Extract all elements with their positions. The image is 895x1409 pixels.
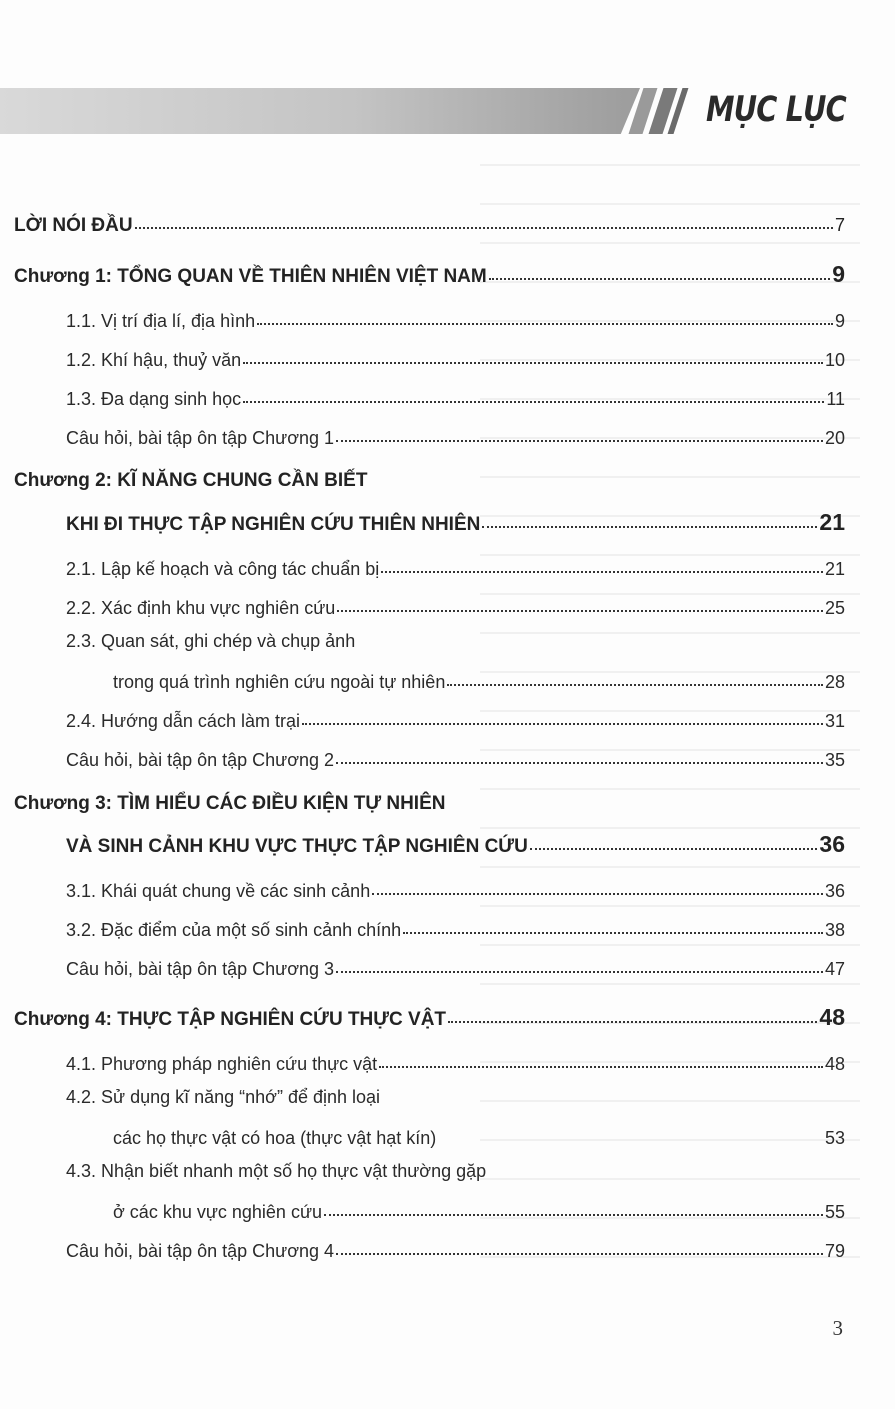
toc-entry-2-3-line1[interactable]: 2.3. Quan sát, ghi chép và chụp ảnh (66, 631, 356, 651)
toc-entry-label: 2.1. Lập kế hoạch và công tác chuẩn bị (66, 559, 380, 579)
toc-entry-page: 36 (819, 831, 845, 857)
dot-leader (135, 226, 833, 229)
dot-leader (337, 609, 823, 612)
dot-leader (447, 683, 823, 686)
toc-entry-2-4[interactable] (0, 702, 895, 732)
toc-entry-page: 20 (824, 428, 845, 448)
dot-leader (403, 931, 823, 934)
toc-entry-label: trong quá trình nghiên cứu ngoài tự nhiên (113, 672, 446, 692)
toc-entry-1-2[interactable] (0, 341, 895, 371)
dot-leader (336, 761, 823, 764)
toc-entry-chapter-4[interactable] (0, 1001, 895, 1031)
toc-entry-label: KHI ĐI THỰC TẬP NGHIÊN CỨU THIÊN NHIÊN (66, 514, 481, 535)
dot-leader (379, 1065, 823, 1068)
toc-chapter-3-line1[interactable]: Chương 3: TÌM HIỂU CÁC ĐIỀU KIỆN TỰ NHIÊN (14, 793, 446, 814)
dot-leader (243, 361, 823, 364)
toc-entry-label: các họ thực vật có hoa (thực vật hạt kín) (113, 1128, 437, 1148)
toc-entry-page: 31 (824, 711, 845, 731)
toc-entry-label: 1.1. Vị trí địa lí, địa hình (66, 311, 256, 331)
toc-entry-2-3[interactable] (0, 663, 895, 693)
page-title: MỤC LỤC (706, 90, 846, 130)
toc-entry-page: 36 (824, 881, 845, 901)
toc-entry-1-3[interactable] (0, 380, 895, 410)
toc-entry-label: 4.1. Phương pháp nghiên cứu thực vật (66, 1054, 378, 1074)
toc-entry-4-review[interactable] (0, 1232, 895, 1262)
toc-entry-page: 48 (819, 1004, 845, 1030)
toc-entry-label: Câu hỏi, bài tập ôn tập Chương 4 (66, 1241, 335, 1261)
toc-entry-label: Chương 1: TỔNG QUAN VỀ THIÊN NHIÊN VIỆT NAM (14, 266, 487, 287)
toc-chapter-2-line1[interactable]: Chương 2: KĨ NĂNG CHUNG CẦN BIẾT (14, 470, 368, 491)
toc-entry-page: 25 (824, 598, 845, 618)
dot-leader (482, 525, 817, 528)
dot-leader (257, 322, 833, 325)
toc-entry-preface[interactable] (0, 207, 895, 237)
toc-entry-label: 1.3. Đa dạng sinh học (66, 389, 242, 409)
toc-entry-label: VÀ SINH CẢNH KHU VỰC THỰC TẬP NGHIÊN CỨU (66, 836, 528, 857)
toc-entry-page: 7 (834, 215, 845, 235)
toc-entry-1-1[interactable] (0, 302, 895, 332)
dot-leader (381, 570, 823, 573)
toc-entry-page: 21 (824, 559, 845, 579)
toc-entry-chapter-2[interactable] (0, 506, 895, 536)
toc-entry-page: 10 (824, 350, 845, 370)
dot-leader (243, 400, 824, 403)
toc-entry-label: 2.4. Hướng dẫn cách làm trại (66, 711, 300, 731)
toc-entry-label: 1.2. Khí hậu, thuỷ văn (66, 350, 242, 370)
toc-entry-1-review[interactable] (0, 419, 895, 449)
dot-leader (489, 277, 830, 280)
toc-entry-2-2[interactable] (0, 589, 895, 619)
toc-entry-page: 55 (824, 1202, 845, 1222)
dot-leader (302, 722, 823, 725)
toc-entry-page: 11 (826, 389, 845, 409)
toc-entry-chapter-3[interactable] (0, 828, 895, 858)
toc-entry-label: Câu hỏi, bài tập ôn tập Chương 1 (66, 428, 335, 448)
toc-entry-page: 38 (824, 920, 845, 940)
toc-entry-label: ở các khu vực nghiên cứu (113, 1202, 323, 1222)
toc-header (0, 88, 895, 134)
dot-leader (336, 439, 823, 442)
toc-entry-3-1[interactable] (0, 872, 895, 902)
dot-leader (324, 1213, 823, 1216)
dot-leader (336, 1252, 823, 1255)
toc-entry-page: 47 (824, 959, 845, 979)
toc-entry-label: 3.1. Khái quát chung về các sinh cảnh (66, 881, 371, 901)
toc-entry-page: 9 (834, 311, 845, 331)
toc-entry-4-2[interactable] (0, 1119, 895, 1149)
toc-entry-page: 79 (824, 1241, 845, 1261)
toc-entry-page: 28 (824, 672, 845, 692)
toc-entry-4-1[interactable] (0, 1045, 895, 1075)
dot-leader (448, 1020, 817, 1023)
dot-leader (530, 847, 818, 850)
header-gradient-bar (0, 88, 640, 134)
toc-entry-label: 3.2. Đặc điểm của một số sinh cảnh chính (66, 920, 402, 940)
dot-leader (336, 970, 823, 973)
dot-leader (372, 892, 823, 895)
toc-entry-2-1[interactable] (0, 550, 895, 580)
toc-entry-chapter-1[interactable] (0, 258, 895, 288)
toc-entry-page: 9 (832, 261, 845, 287)
toc-entry-page: 53 (824, 1128, 845, 1148)
toc-entry-page: 35 (824, 750, 845, 770)
toc-entry-2-review[interactable] (0, 741, 895, 771)
toc-entry-4-3[interactable] (0, 1193, 895, 1223)
toc-entry-page: 48 (824, 1054, 845, 1074)
toc-entry-4-3-line1[interactable]: 4.3. Nhận biết nhanh một số họ thực vật thường gặp (66, 1161, 487, 1181)
toc-entry-page: 21 (819, 509, 845, 535)
page-number: 3 (832, 1316, 843, 1340)
toc-entry-3-review[interactable] (0, 950, 895, 980)
toc-entry-3-2[interactable] (0, 911, 895, 941)
toc-entry-label: 2.2. Xác định khu vực nghiên cứu (66, 598, 336, 618)
toc-entry-label: Chương 4: THỰC TẬP NGHIÊN CỨU THỰC VẬT (14, 1009, 447, 1030)
toc-entry-label: LỜI NÓI ĐẦU (14, 215, 133, 236)
toc-entry-4-2-line1[interactable]: 4.2. Sử dụng kĩ năng “nhớ” để định loại (66, 1087, 381, 1107)
toc-entry-label: Câu hỏi, bài tập ôn tập Chương 3 (66, 959, 335, 979)
toc-entry-label: Câu hỏi, bài tập ôn tập Chương 2 (66, 750, 335, 770)
